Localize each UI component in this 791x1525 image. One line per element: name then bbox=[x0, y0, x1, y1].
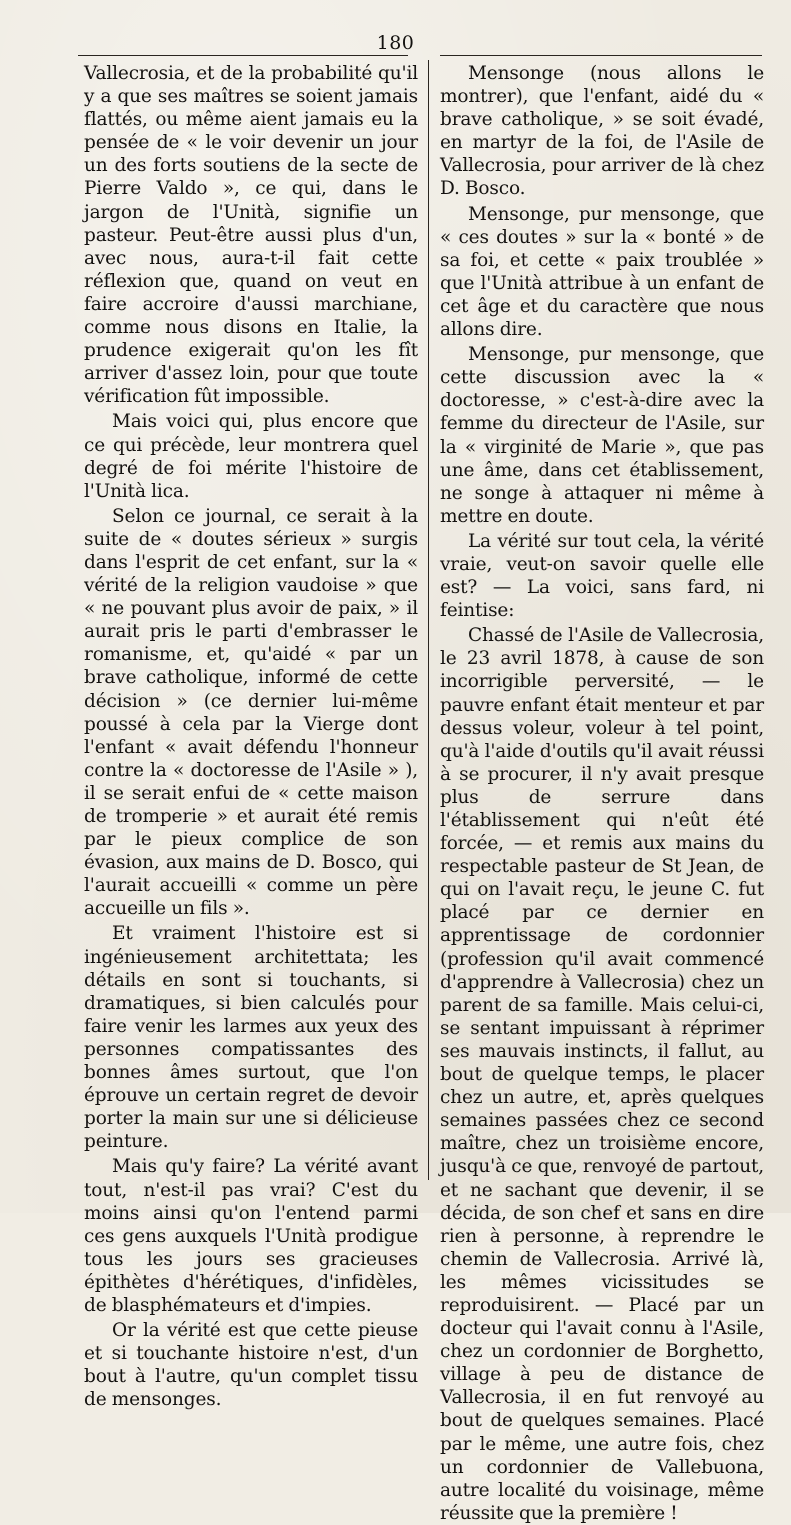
paragraph: Mais voici qui, plus encore que ce qui précède, leur montrera quel degré de foi mérite l'histoire de l'Unità lica. bbox=[84, 411, 418, 502]
paragraph: Et vraiment l'histoire est si ingénieusement architettata; les détails en sont si touchants, si dramatiques, si bien calculés pour faire venir les larmes aux yeux des personnes compatissantes des bonnes âmes surtout, que l'on éprouve un certain regret de devoir porter la main sur une si délicieuse peinture. bbox=[84, 923, 418, 1153]
paragraph: La vérité sur tout cela, la vérité vraie, veut-on savoir quelle elle est? — La voici, sans fard, ni feintise: bbox=[440, 530, 764, 622]
left-column bbox=[84, 62, 418, 1411]
paragraph: Chassé de l'Asile de Vallecrosia, le 23 avril 1878, à cause de son incorrigible perversité, — le pauvre enfant était menteur et par dessus voleur, voleur à tel point, qu'à l'aide d'outils qu'il avait réussi à se procurer, il n'y avait presque plus de serrure dans l'établissement qui n'eût été forcée, — et remis aux mains du respectable pasteur de St Jean, de qui on l'avait reçu, le jeune C. fut placé par ce dernier en apprentissage de cordonnier (profession qu'il avait commencé d'apprendre à Vallecrosia) chez un parent de sa famille. Mais celui-ci, se sentant impuissant à réprimer ses mauvais instincts, il fallut, au bout de quelque temps, le placer chez un autre, et, après quelques semaines passées chez ce second maître, chez un troisième encore, jusqu'à ce que, renvoyé de partout, et ne sachant que devenir, il se décida, de son chef et sans en dire rien à personne, à reprendre le chemin de Vallecrosia. Arrivé là, les mêmes vicissitudes se reproduisirent. — Placé par un docteur qui l'avait connu à l'Asile, chez un cordonnier de Borghetto, village à peu de distance de Vallecrosia, il en fut renvoyé au bout de quelques semaines. Placé par le même, une autre fois, chez un cordonnier de Vallebuona, autre localité du voisinage, même réussite que la première ! bbox=[440, 625, 764, 1524]
column-divider bbox=[428, 60, 429, 1180]
page-number: 180 bbox=[376, 32, 415, 54]
paragraph: Selon ce journal, ce serait à la suite de « doutes sérieux » surgis dans l'esprit de cet enfant, sur la « vérité de la religion vaudoise » que « ne pouvant plus avoir de paix, » il aurait pris le parti d'embrasser le romanisme, et, qu'aidé « par un brave catholique, informé de cette décision » (ce dernier lui-même poussé à cela par la Vierge dont l'enfant « avait défendu l'honneur contre la « doctoresse de l'Asile » ), il se serait enfui de « cette maison de tromperie » et aurait été remis par le pieux complice de son évasion, aux mains de D. Bosco, qui l'aurait accueilli « comme un père accueille un fils ». bbox=[84, 505, 418, 920]
header-rule-right bbox=[440, 55, 762, 56]
paragraph: Or la vérité est que cette pieuse et si touchante histoire n'est, d'un bout à l'autre, qu'un complet tissu de mensonges. bbox=[84, 1320, 418, 1411]
paragraph: Mensonge, pur mensonge, que cette discussion avec la « doctoresse, » c'est-à-dire avec la femme du directeur de l'Asile, sur la « virginité de Marie », que pas une âme, dans cet établissement, ne songe à attaquer ni même à mettre en doute. bbox=[440, 344, 764, 527]
paragraph: Mensonge (nous allons le montrer), que l'enfant, aidé du « brave catholique, » se soit évadé, en martyr de la foi, de l'Asile de Vallecrosia, pour arriver de là chez D. Bosco. bbox=[440, 63, 764, 200]
paragraph: Mais qu'y faire? La vérité avant tout, n'est-il pas vrai? C'est du moins ainsi qu'on l'entend parmi ces gens auxquels l'Unità prodigue tous les jours ses gracieuses épithètes d'hérétiques, d'infidèles, de blasphémateurs et d'impies. bbox=[84, 1156, 418, 1316]
paragraph: Vallecrosia, et de la probabilité qu'il y a que ses maîtres se soient jamais flattés, ou même aient jamais eu la pensée de « le voir devenir un jour un des forts soutiens de la secte de Pierre Valdo », ce qui, dans le jargon de l'Unità, signifie un pasteur. Peut-être aussi plus d'un, avec nous, aura-t-il fait cette réflexion que, quand on veut en faire accroire d'aussi marchiane, comme nous disons en Italie, la prudence exigerait qu'on les fît arriver d'assez loin, pour que toute vérification fût impossible. bbox=[84, 63, 418, 408]
paragraph: Mensonge, pur mensonge, que « ces doutes » sur la « bonté » de sa foi, et cette « paix troublée » que l'Unità attribue à un enfant de cet âge et du caractère que nous allons dire. bbox=[440, 203, 764, 341]
right-column bbox=[440, 62, 764, 1525]
header-rule-left bbox=[78, 55, 408, 56]
